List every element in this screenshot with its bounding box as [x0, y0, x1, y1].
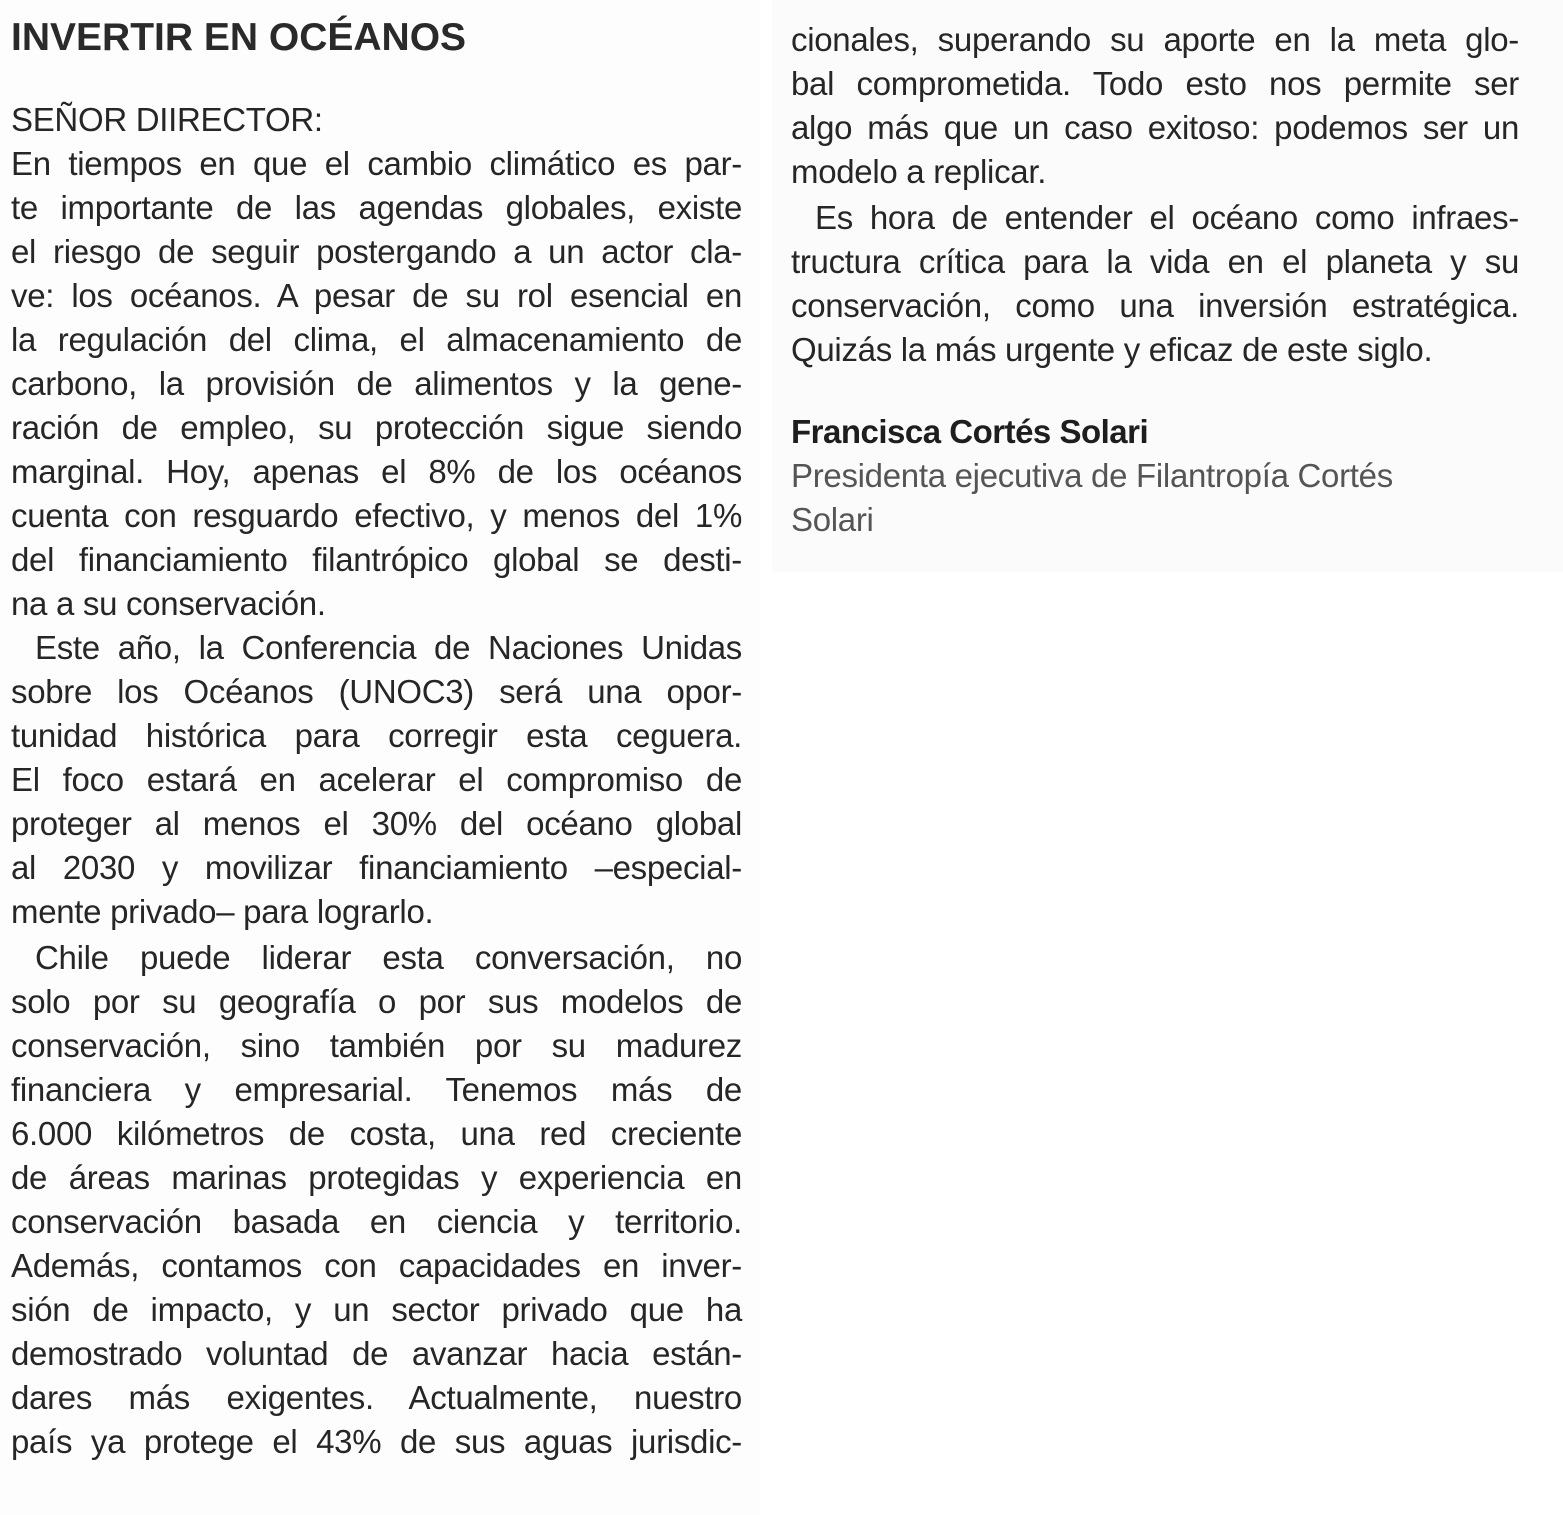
body-line: Además, contamos con capacidades en inver- — [11, 1247, 742, 1284]
body-line: ve: los océanos. A pesar de su rol esencial en — [11, 277, 742, 314]
body-line: Este año, la Conferencia de Naciones Unidas — [35, 629, 742, 666]
body-line: Es hora de entender el océano como infraes- — [815, 199, 1519, 236]
body-line: la regulación del clima, el almacenamiento de — [11, 321, 742, 358]
body-line: tunidad histórica para corregir esta ceguera. — [11, 717, 742, 754]
body-line: tructura crítica para la vida en el planeta y su — [791, 243, 1519, 280]
body-line: sobre los Océanos (UNOC3) será una opor- — [11, 673, 742, 710]
body-line: 6.000 kilómetros de costa, una red creciente — [11, 1115, 742, 1152]
body-line: solo por su geografía o por sus modelos de — [11, 983, 742, 1020]
body-line: demostrado voluntad de avanzar hacia están- — [11, 1335, 742, 1372]
letter-headline: INVERTIR EN OCÉANOS — [11, 16, 467, 59]
body-line: mente privado– para lograrlo. — [11, 893, 434, 930]
body-line: cionales, superando su aporte en la meta glo- — [791, 21, 1519, 58]
body-line: El foco estará en acelerar el compromiso de — [11, 761, 742, 798]
right-column — [772, 0, 1563, 572]
body-line: bal comprometida. Todo esto nos permite ser — [791, 65, 1519, 102]
body-line: el riesgo de seguir postergando a un actor cla- — [11, 233, 742, 270]
body-line: financiera y empresarial. Tenemos más de — [11, 1071, 742, 1108]
author-name: Francisca Cortés Solari — [791, 413, 1149, 450]
body-line: carbono, la provisión de alimentos y la gene- — [11, 365, 742, 402]
body-line: conservación, como una inversión estratégica. — [791, 287, 1519, 324]
body-line: país ya protege el 43% de sus aguas jurisdic- — [11, 1423, 742, 1460]
body-line: dares más exigentes. Actualmente, nuestro — [11, 1379, 742, 1416]
body-line: modelo a replicar. — [791, 153, 1047, 190]
body-line: al 2030 y movilizar financiamiento –especial- — [11, 849, 742, 886]
author-role: Presidenta ejecutiva de Filantropía Cortés — [791, 457, 1393, 494]
body-line: conservación, sino también por su madurez — [11, 1027, 742, 1064]
left-column — [0, 0, 760, 1515]
body-line: sión de impacto, y un sector privado que ha — [11, 1291, 742, 1328]
body-line: na a su conservación. — [11, 585, 326, 622]
body-line: te importante de las agendas globales, existe — [11, 189, 742, 226]
body-line: Chile puede liderar esta conversación, no — [35, 939, 742, 976]
body-line: conservación basada en ciencia y territorio. — [11, 1203, 742, 1240]
body-line: Quizás la más urgente y eficaz de este siglo. — [791, 331, 1433, 368]
body-line: de áreas marinas protegidas y experiencia en — [11, 1159, 742, 1196]
body-line: marginal. Hoy, apenas el 8% de los océanos — [11, 453, 742, 490]
body-line: ración de empleo, su protección sigue siendo — [11, 409, 742, 446]
body-line: proteger al menos el 30% del océano global — [11, 805, 742, 842]
letter-salutation: SEÑOR DIIRECTOR: — [11, 101, 323, 138]
body-line: En tiempos en que el cambio climático es par- — [11, 145, 742, 182]
body-line: cuenta con resguardo efectivo, y menos del 1% — [11, 497, 742, 534]
body-line: algo más que un caso exitoso: podemos ser un — [791, 109, 1519, 146]
body-line: del financiamiento filantrópico global se desti- — [11, 541, 742, 578]
author-role: Solari — [791, 501, 874, 538]
